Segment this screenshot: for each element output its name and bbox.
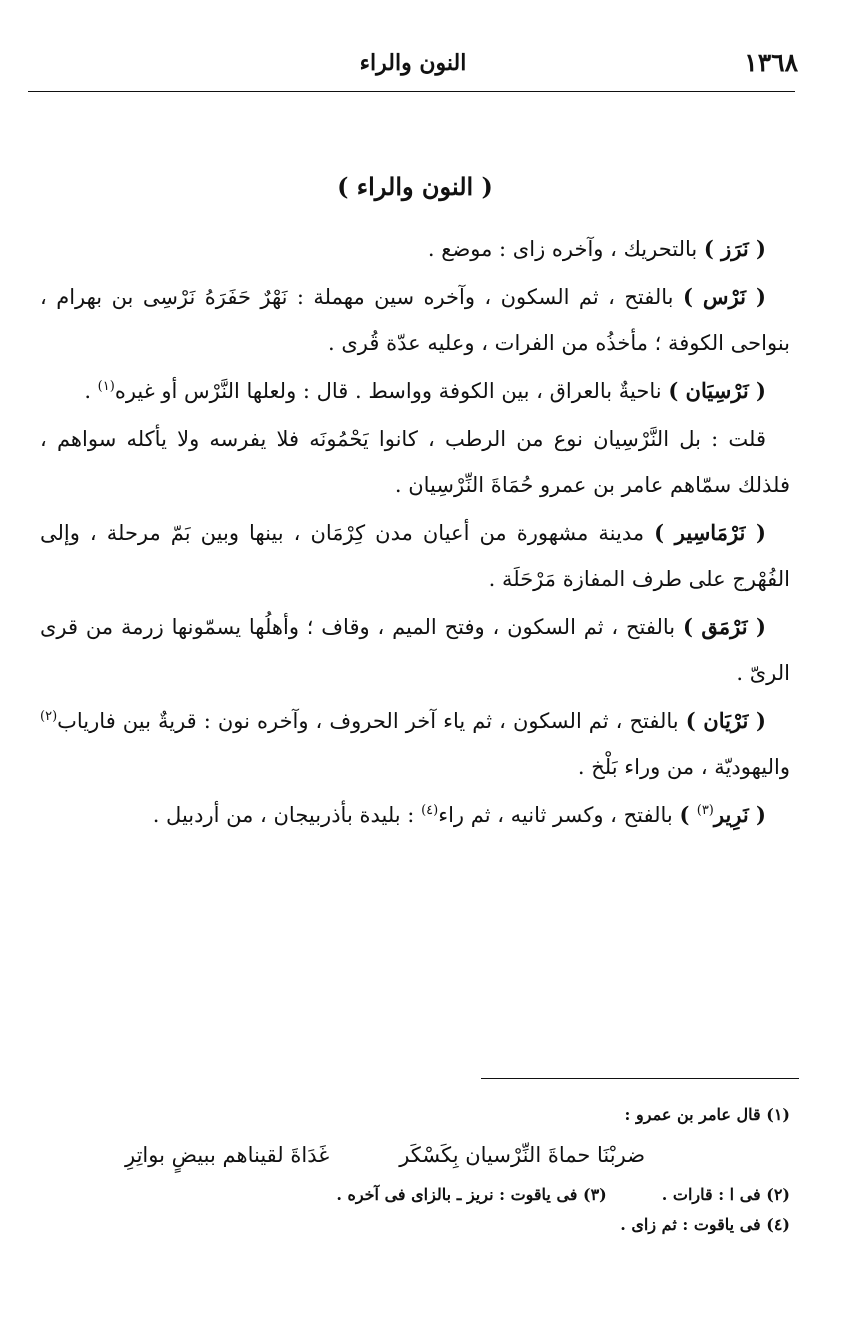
entry-text: ناحيةٌ بالعراق ، بين الكوفة وواسط . قال : ولعلها النَّرْس أو غيره — [114, 379, 662, 403]
entry-narmaq — [40, 604, 790, 696]
entry-headword-close: ) — [679, 802, 697, 827]
entry-text: قلت : بل النَّرْسِيان نوع من الرطب ، كانوا يَحْمُونَه فلا يفرسه ولا يأكله سواهم ، فلذلك سمّاهم عامر بن عمرو حُمَاةَ النِّرْسِيان . — [40, 427, 790, 497]
entry-headword: ( نَرَز ) — [703, 236, 766, 261]
main-text — [40, 164, 790, 840]
footnotes-row — [40, 1180, 790, 1210]
page-number: ١٣٦٨ — [744, 48, 798, 77]
entry-text-tail: . — [84, 379, 98, 403]
entry-text-tail: : بليدة بأذربيجان ، من أردبيل . — [152, 803, 422, 827]
entry-text: بالفتح ، ثم السكون ، وفتح الميم ، وقاف ؛ وأهلُها يسمّونها زرمة من قرى الرىّ . — [40, 615, 790, 685]
footnote-ref[interactable]: (٢) — [40, 709, 58, 724]
section-title: ( النون والراء ) — [337, 172, 493, 201]
header-rule — [28, 91, 795, 92]
footnote-3: (٣) فى ياقوت : نريز ـ بالزاى فى آخره . — [336, 1185, 607, 1204]
footnote-ref[interactable]: (١) — [97, 379, 115, 394]
entry-headword: ( نَرِير — [713, 802, 766, 827]
entry-narsiyan — [40, 368, 790, 414]
entry-text: بالفتح ، ثم السكون ، وآخره سين مهملة : نَهْرٌ حَفَرَهُ نَرْسِى بن بهرام ، بنواحى الكوفة ؛ مأخذُه من الفرات ، وعليه عدّة قُرى . — [40, 285, 790, 355]
footnote-1: (١) قال عامر بن عمرو : — [624, 1105, 790, 1124]
entry-text: بالفتح ، وكسر ثانيه ، ثم راء — [438, 803, 673, 827]
footnote-2: (٢) فى ا : قارات . — [661, 1185, 790, 1204]
entry-headword: ( نَرْمَق ) — [682, 614, 766, 639]
verse-second-hemistich: غَدَاةَ لقيناهم ببيضٍ بواتِرِ — [124, 1143, 330, 1167]
page-header — [28, 48, 798, 84]
entry-nars — [40, 274, 790, 366]
entry-headword: ( نَرْيَان ) — [685, 708, 766, 733]
entry-narir — [40, 792, 790, 838]
entry-naraz — [40, 226, 790, 272]
entry-text-tail: واليهوديّة ، من وراء بَلْخ . — [577, 755, 790, 779]
entry-text: مدينة مشهورة من أعيان مدن كِرْمَان ، بينها وبين بَمّ مرحلة ، وإلى الفُهْرج على طرف المفازة مَرْحَلَة . — [40, 521, 790, 591]
entry-headword: ( نَرْسِيَان ) — [668, 378, 766, 403]
footnotes — [40, 1100, 790, 1240]
footnote-verse — [40, 1130, 790, 1180]
entry-text: بالفتح ، ثم السكون ، ثم ياء آخر الحروف ، وآخره نون : قريةٌ بين فارياب — [57, 709, 679, 733]
entry-text: بالتحريك ، وآخره زاى : موضع . — [427, 237, 698, 261]
entry-naryan — [40, 698, 790, 790]
running-title: النون والراء — [359, 50, 467, 76]
entry-headword: ( نَرْمَاسِير ) — [654, 520, 766, 545]
footnote-ref[interactable]: (٣) — [696, 803, 714, 818]
entry-comment — [40, 416, 790, 508]
verse-first-hemistich: ضربْنَا حماةَ النِّرْسيان بِكَسْكَر — [399, 1143, 646, 1167]
entry-narmasir — [40, 510, 790, 602]
footnote-ref[interactable]: (٤) — [421, 803, 439, 818]
entry-headword: ( نَرْس ) — [682, 284, 766, 309]
footnote-rule — [481, 1078, 799, 1079]
footnote-4: (٤) فى ياقوت : ثم زاى . — [620, 1215, 790, 1234]
